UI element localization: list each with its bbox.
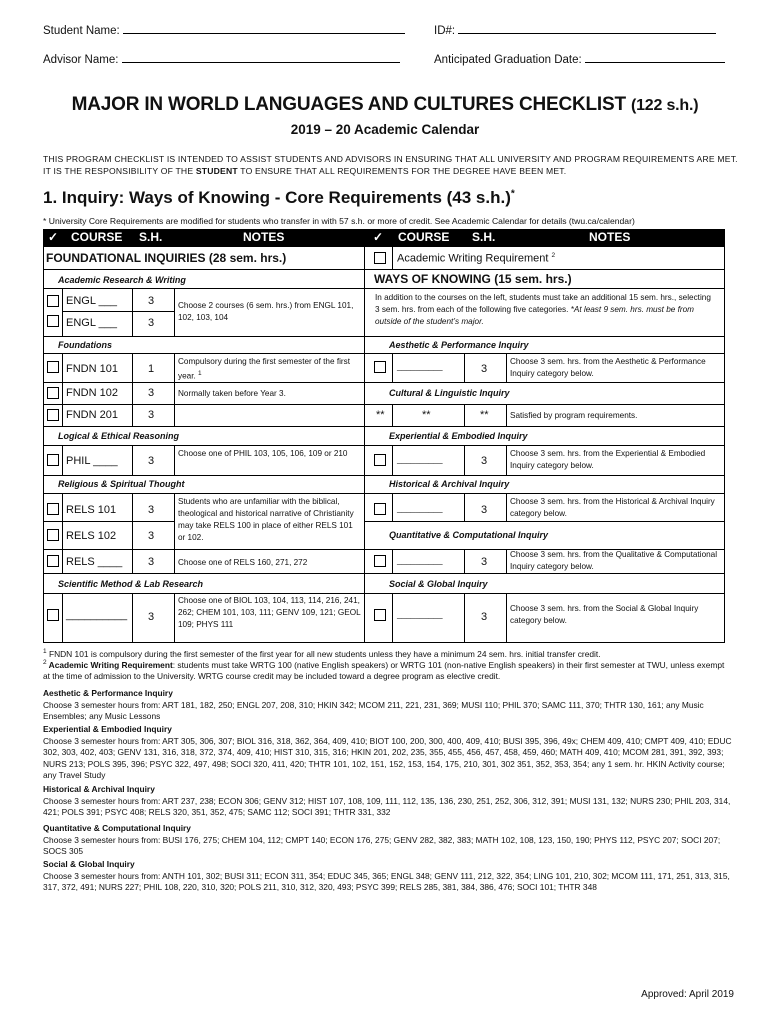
academic-category: Academic Research & Writing [58,275,186,285]
course-social: __________ [397,610,443,619]
checkbox-historical[interactable] [374,503,386,515]
category-title: Social & Global Inquiry [43,859,135,869]
fndn101-note: Compulsory during the first semester of the first year. $^1$ [178,357,351,381]
category-title: Quantitative & Computational Inquiry [43,823,191,833]
sh-engl1: 3 [148,295,155,307]
course-rels102: RELS 102 [66,530,117,542]
page-subtitle: 2019 – 20 Academic Calendar [290,122,480,137]
checkbox-fndn101[interactable] [47,361,59,373]
advisor-name-field[interactable] [122,51,400,63]
foundational-heading: FOUNDATIONAL INQUIRIES (28 sem. hrs.) [46,251,287,265]
sh-phil: 3 [148,455,155,467]
category-title: Aesthetic & Performance Inquiry [43,688,173,698]
checkbox-fndn201[interactable] [47,409,59,421]
footnote-1: $^1$ FNDN 101 is compulsory during the first semester of the first year for all new students unless they have a minimum 24 sem. hrs. initial transfer credit. [43,648,601,659]
title-hours: (122 s.h.) [630,97,699,114]
cultural-mark-1: ** [376,409,385,421]
checkbox-awr[interactable] [374,252,386,264]
course-engl2: ENGL ___ [66,317,117,329]
category-text: Choose 3 semester hours from: ANTH 101, 302; BUSI 311; ECON 311, 354; EDUC 345, 365; ENGL 348; GENV 111, 212, 322, 354; LING 101, 210, 302; MCOM 111, 171, 251, 313, 315, 317, 372, 491; NURS 227; PHIL 108, 220, 310, 320; POLS 211, 310, 312, 320, 493; PSYC 399; RELS 285, 381, 384, 386, 476; SOCI 101; THTR 348 [43,870,730,892]
checkbox-experiential[interactable] [374,454,386,466]
awr-label: Academic Writing Requirement $^2$ [397,252,556,265]
course-aesthetic: __________ [397,362,443,371]
section-note: * University Core Requirements are modified for students who transfer in with 57 s.h. or more of credit. See Academic Calendar for details (twu.ca/calendar) [43,216,635,226]
id-row [434,22,716,37]
checkbox-fndn102[interactable] [47,387,59,399]
checkbox-engl1[interactable] [47,295,59,307]
sh-rels-elective: 3 [148,556,155,568]
id-field[interactable] [458,22,716,34]
cultural-mark-3: ** [480,409,489,421]
social-category: Social & Global Inquiry [389,579,488,589]
sh-fndn101: 1 [148,363,155,375]
sh-experiential: 3 [481,455,488,467]
category-experiential [43,724,733,782]
graduation-row [434,51,725,66]
category-historical [43,784,733,819]
course-fndn101: FNDN 101 [66,363,118,375]
sh-historical: 3 [481,504,488,516]
course-fndn102: FNDN 102 [66,387,118,399]
aesthetic-note: Choose 3 sem. hrs. from the Aesthetic & Performance Inquiry category below. [510,357,706,378]
course-phil: PHIL ____ [66,455,118,467]
check-mark-icon: ✓ [48,230,59,244]
science-note: Choose one of BIOL 103, 104, 113, 114, 216, 241, 262; CHEM 101, 103, 111; GENV 109, 121; GEOL 109; PHYS 111 [178,596,361,629]
left-table-header: ✓ COURSE S.H. NOTES [43,229,364,246]
checkbox-phil[interactable] [47,454,59,466]
checkbox-rels101[interactable] [47,503,59,515]
rels-note: Students who are unfamiliar with the biblical, theological and historical narrative of Christianity may take RELS 100 in place of either RELS 101 or 102. [178,497,354,542]
course-rels101: RELS 101 [66,504,117,516]
checkbox-engl2[interactable] [47,315,59,327]
sh-science: 3 [148,611,155,623]
category-aesthetic [43,688,733,723]
intro-emph: STUDENT [195,166,238,176]
ways-of-knowing-heading: WAYS OF KNOWING (15 sem. hrs.) [374,272,572,286]
student-name-label: Student Name: [43,25,120,37]
id-label: ID#: [434,25,456,37]
category-quantitative [43,823,733,858]
course-rels-elective: RELS ____ [66,556,123,568]
foundations-category: Foundations [58,340,112,350]
right-table-header: ✓ COURSE S.H. NOTES [364,229,725,246]
category-title: Historical & Archival Inquiry [43,784,155,794]
cultural-note: Satisfied by program requirements. [510,411,638,420]
category-text: Choose 3 semester hours from: ART 237, 238; ECON 306; GENV 312; HIST 107, 108, 109, 111, 112, 135, 136, 230, 251, 252, 306, 312, 391; MUSI 131, 132; NURS 230; PHIL 203, 314, 421; POLS 391; PSYC 408; RELS 320, 351, 352, 475; SAMC 112; SOCI 391; THTR 331, 332 [43,795,731,817]
checkbox-science[interactable] [47,609,59,621]
rels-elective-note: Choose one of RELS 160, 271, 272 [178,558,308,567]
sh-aesthetic: 3 [481,363,488,375]
sh-engl2: 3 [148,317,155,329]
logical-category: Logical & Ethical Reasoning [58,431,180,441]
page-title: MAJOR IN WORLD LANGUAGES AND CULTURES CHECKLIST (122 s.h.) [71,94,699,115]
course-experiential: __________ [397,455,443,464]
sh-fndn201: 3 [148,409,155,421]
course-quantitative: __________ [397,556,443,565]
course-historical: __________ [397,504,443,513]
sh-rels102: 3 [148,530,155,542]
student-name-row [43,22,405,37]
historical-note: Choose 3 sem. hrs. from the Historical & Archival Inquiry category below. [510,497,715,518]
phil-note: Choose one of PHIL 103, 105, 106, 109 or 210 [178,449,348,458]
course-fndn201: FNDN 201 [66,409,118,421]
approved-date: Approved: April 2019 [641,989,734,1000]
quantitative-note: Choose 3 sem. hrs. from the Qualitative & Computational Inquiry category below. [510,550,718,571]
scientific-category: Scientific Method & Lab Research [58,579,204,589]
aesthetic-category: Aesthetic & Performance Inquiry [389,340,529,350]
category-text: Choose 3 semester hours from: ART 181, 182, 250; ENGL 207, 208, 310; HKIN 342; MCOM 211, 221, 231, 369; MUSI 110; PHIL 370; SAMC 111, 370; THTR 130, 161; any Music Ensembles; any Music Lessons [43,699,704,721]
advisor-name-row [43,51,400,66]
cultural-mark-2: ** [422,409,431,421]
sh-social: 3 [481,611,488,623]
checkbox-rels-elective[interactable] [47,555,59,567]
engl-note: Choose 2 courses (6 sem. hrs.) from ENGL 101, 102, 103, 104 [178,301,354,322]
experiential-note: Choose 3 sem. hrs. from the Experiential & Embodied Inquiry category below. [510,449,706,470]
category-title: Experiential & Embodied Inquiry [43,724,172,734]
sh-fndn102: 3 [148,387,155,399]
quantitative-category: Quantitative & Computational Inquiry [389,530,549,540]
category-text: Choose 3 semester hours from: ART 305, 306, 307; BIOL 316, 318, 362, 364, 409, 410; BIOT 100, 200, 300, 400, 409, 410; BUSI 395, 396, 49x; CHEM 409, 410; CMPT 409, 410; EDUC 302, 303, 402, 403; GENV 131, 316, 318, 372, 374, 409, 410; HIST 310, 315, 316; HKIN 201, 202, 235, 355, 455, 456, 457, 458, 459, 460; MATH 409, 410; MCOM 281, 391, 392, 393; NURS 213; POLS 395, 396; PSYC 322, 497, 498; SOCI 320, 411, 420; THTR 101, 102, 151, 152, 153, 154, 175, 210, 301, 302 351, 352, 353, 354; any 1 sem. hr. HKIN Activity course; any Travel Study [43,735,732,780]
advisor-name-label: Advisor Name: [43,54,119,66]
check-mark-icon: ✓ [373,230,384,244]
wok-note: In addition to the courses on the left, students must take an additional 15 sem. hrs., selecting 3 sem. hrs. from each of the following five categories. *At least 9 sem. hrs. must be from outside of the student’s major. [375,293,711,326]
section-title: 1. Inquiry: Ways of Knowing - Core Requirements (43 s.h.)* [43,188,515,207]
sh-quantitative: 3 [481,556,488,568]
category-social [43,859,733,894]
footnote-2: $^2$ Academic Writing Requirement: students must take WRTG 100 (native English speakers) or WRTG 101 (non-native English speakers) in their first semester at TWU, unless exempt at the time of admission to the University. WRTG course credit may be included toward a degree program as elective credit. [43,659,725,682]
historical-category: Historical & Archival Inquiry [389,479,510,489]
religious-category: Religious & Spiritual Thought [58,479,185,489]
course-science: __________ [66,609,128,621]
graduation-field[interactable] [585,51,725,63]
intro-text: THIS PROGRAM CHECKLIST IS INTENDED TO ASSIST STUDENTS AND ADVISORS IN ENSURING THAT ALL UNIVERSITY AND PROGRAM REQUIREMENTS ARE MET. IT IS THE RESPONSIBILITY OF THE STUDENT TO ENSURE THAT ALL REQUIREMENTS FOR THE DEGREE HAVE BEEN MET. [43,154,738,176]
checkbox-social[interactable] [374,609,386,621]
experiential-category: Experiential & Embodied Inquiry [389,431,528,441]
fndn102-note: Normally taken before Year 3. [178,389,286,398]
social-note: Choose 3 sem. hrs. from the Social & Global Inquiry category below. [510,604,699,625]
student-name-field[interactable] [123,22,405,34]
category-text: Choose 3 semester hours from: BUSI 176, 275; CHEM 104, 112; CMPT 140; ECON 176, 275; GENV 282, 382, 383; MATH 102, 108, 123, 150, 190; PHYS 112, PSYC 207; SOCI 207; SOCS 305 [43,834,721,856]
cultural-category: Cultural & Linguistic Inquiry [389,388,510,398]
sh-rels101: 3 [148,504,155,516]
checkbox-rels102[interactable] [47,529,59,541]
graduation-label: Anticipated Graduation Date: [434,54,582,66]
course-engl1: ENGL ___ [66,295,117,307]
checkbox-quantitative[interactable] [374,555,386,567]
requirements-table [43,246,725,643]
checkbox-aesthetic[interactable] [374,361,386,373]
